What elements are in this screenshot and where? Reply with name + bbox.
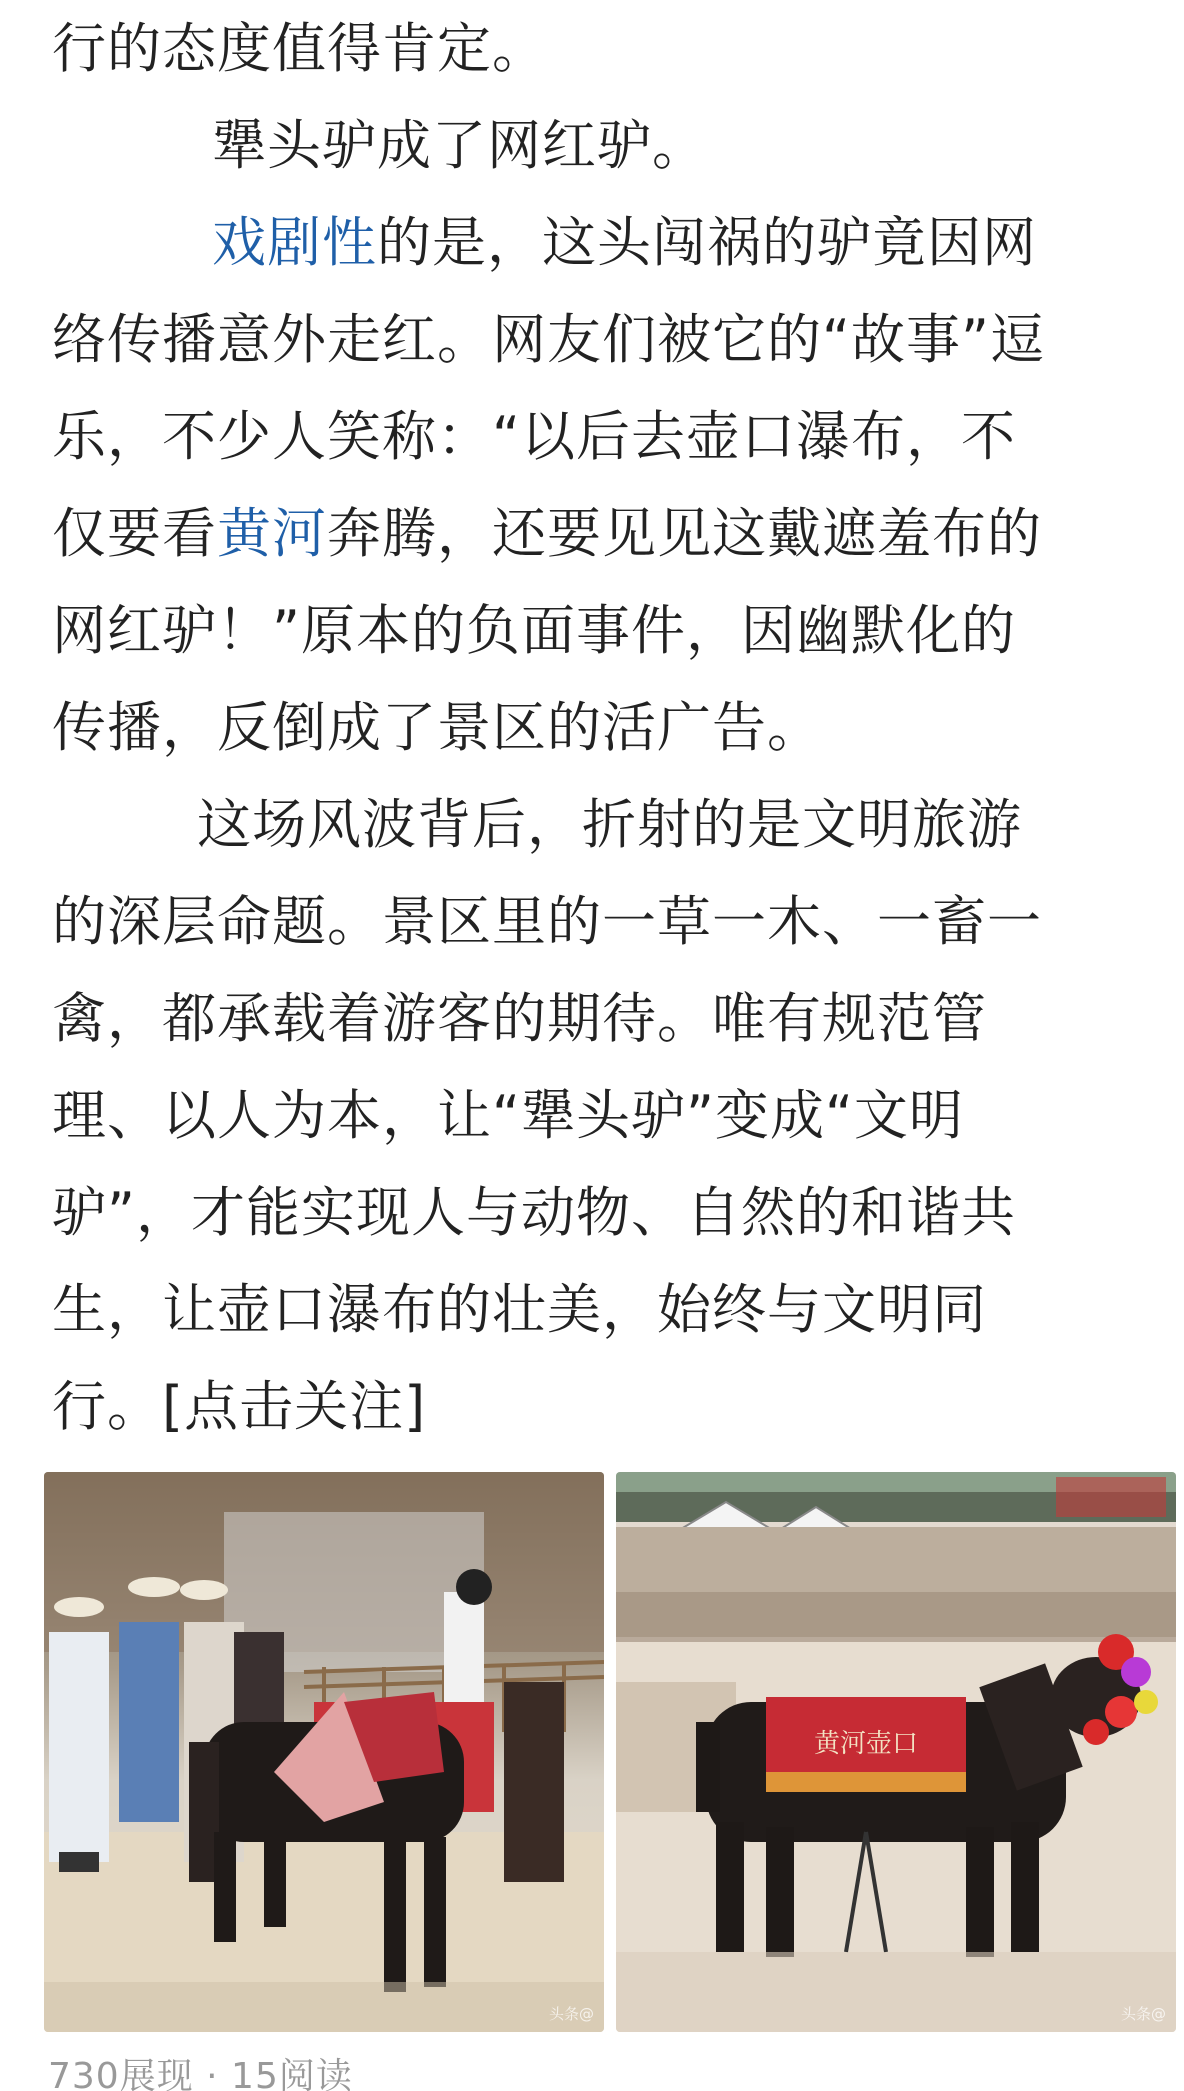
keyword-link-yellow-river[interactable]: 黄河	[217, 502, 327, 565]
article-text: 仅要看	[52, 502, 217, 565]
article-line: 的深层命题。景区里的一草一木、一畜一	[52, 890, 1042, 953]
article-subheading: 犟头驴成了网红驴。	[212, 114, 707, 177]
article-line: 生，让壶口瀑布的壮美，始终与文明同	[52, 1278, 987, 1341]
watermark-text: 头条@	[548, 2005, 594, 2023]
article-line: 这场风波背后，折射的是文明旅游	[197, 793, 1022, 856]
photo-donkey-red-blanket[interactable]	[616, 1472, 1176, 2032]
donkey-photo-illustration	[616, 1472, 1176, 2032]
article-line: 行的态度值得肯定。	[52, 17, 547, 80]
article-line	[52, 194, 1162, 291]
article-text: 奔腾，还要见见这戴遮羞布的	[327, 502, 1042, 565]
article-text: 的是，这头闯祸的驴竟因网	[377, 211, 1037, 274]
article-line: 禽，都承载着游客的期待。唯有规范管	[52, 987, 987, 1050]
article-line: 理、以人为本，让“犟头驴”变成“文明	[52, 1084, 964, 1147]
article-line: 驴”，才能实现人与动物、自然的和谐共	[52, 1181, 1016, 1244]
article-line: 网红驴！”原本的负面事件，因幽默化的	[52, 599, 1016, 662]
article-line	[52, 485, 1162, 582]
image-gallery	[44, 1472, 1176, 2032]
donkey-photo-illustration	[44, 1472, 604, 2032]
photo-tourists-donkey[interactable]	[44, 1472, 604, 2032]
keyword-link-drama[interactable]: 戏剧性	[212, 211, 377, 274]
article-line: 乐，不少人笑称：“以后去壶口瀑布，不	[52, 405, 1016, 468]
article-line: 络传播意外走红。网友们被它的“故事”逗	[52, 308, 1045, 371]
article-line[interactable]: 行。[点击关注]	[52, 1375, 427, 1438]
view-read-stats: 730展现 · 15阅读	[48, 2056, 353, 2091]
article-line: 传播，反倒成了景区的活广告。	[52, 696, 822, 759]
blanket-banner-text: 黄河壶口	[813, 1729, 919, 1759]
watermark-text: 头条@	[1120, 2005, 1166, 2023]
article-body	[52, 0, 1162, 1455]
